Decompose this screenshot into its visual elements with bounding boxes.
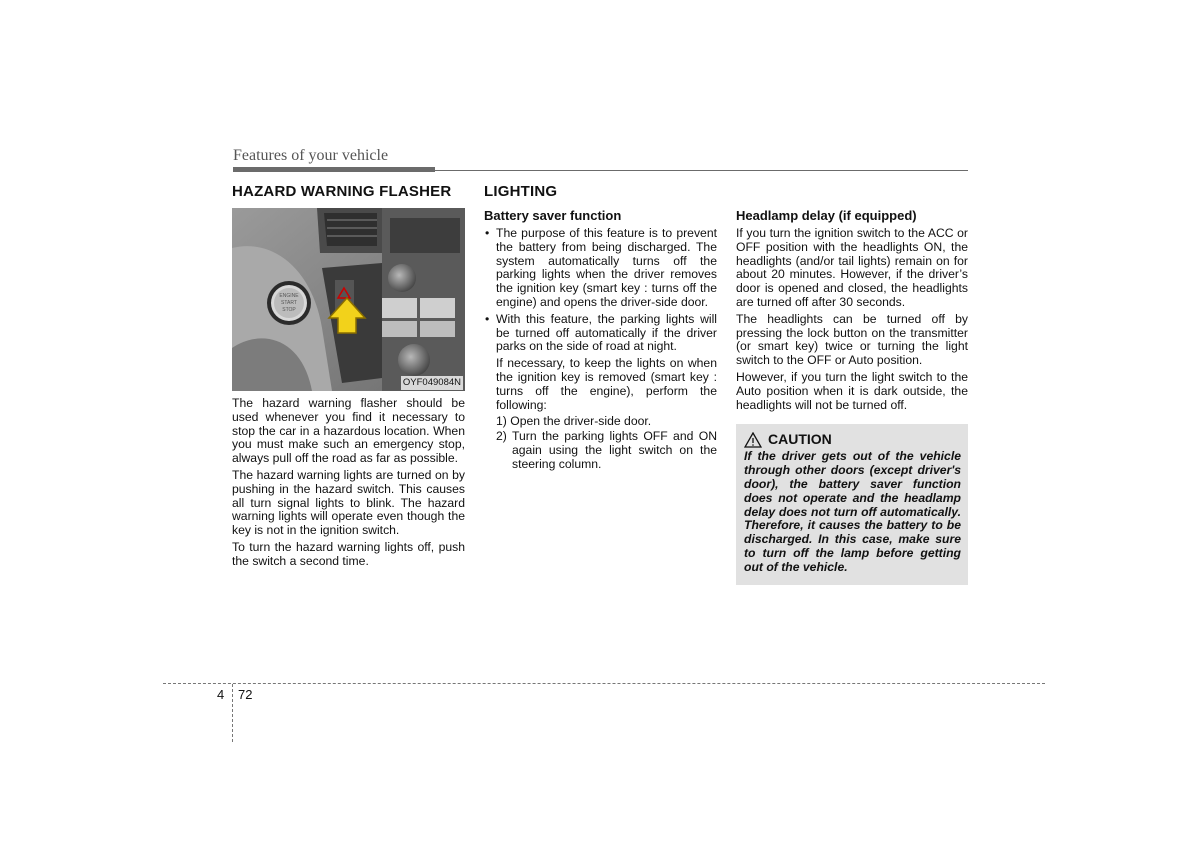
headlamp-delay-title: Headlamp delay (if equipped) [736,208,917,223]
battery-saver-title: Battery saver function [484,208,622,223]
step-text: Turn the parking lights OFF and ON again using the light switch on the steering column. [512,429,717,471]
hazard-paragraph: The hazard warning lights are turned on by pushing in the hazard switch. This causes all turn signal lights to blink. The hazard warning lights will operate even though the key is not in the ignition switch. [232,467,465,538]
step-number: 1) [496,414,507,429]
image-code: OYF049084N [402,377,461,389]
engine-button-text-3: STOP [282,307,296,313]
engine-button-text-1: ENGINE [279,293,299,299]
caution-label: CAUTION [768,431,832,448]
hazard-column [232,182,465,572]
step-item [484,430,717,471]
lighting-title: LIGHTING [484,183,558,200]
caution-text: If the driver gets out of the vehicle through other doors (except driver's door), the battery saver function does not operate and the headlamp delay does not turn off automatically. Therefore, it causes the battery to be discharged. In this case, make sure to turn off the lamp before getting out of the vehicle. [744,449,961,574]
bullet-text: The purpose of this feature is to prevent the battery from being discharged. The system automatically turns off the parking lights when the driver removes the ignition key (smart key : turns off the engine) and opens the driver-side door. [496,226,717,309]
lighting-column [484,182,717,473]
hazard-paragraph: To turn the hazard warning lights off, push the switch a second time. [232,539,465,568]
section-number: 4 [217,687,225,702]
step-text: Open the driver-side door. [510,414,652,429]
bullet-icon: • [485,226,490,240]
caution-header [744,432,961,448]
bullet-icon: • [485,311,490,326]
bullet-item [484,227,717,310]
bullet-item [484,313,717,354]
hazard-switch-photo [232,208,465,391]
page-number: 72 [238,687,253,702]
step-item [484,415,717,429]
caution-box [736,424,968,584]
warning-triangle-icon [744,432,762,448]
battery-saver-note: If necessary, to keep the lights on when the ignition key is removed (smart key : turns off the engine), perform the following: [496,356,717,412]
running-header: Features of your vehicle [233,147,389,164]
hazard-paragraph: The hazard warning flasher should be used whenever you find it necessary to stop the car in a hazardous location. When you must make such an emergency stop, always pull off the road as far as possible. [232,396,465,466]
headlamp-column [736,182,968,585]
footer-divider [232,684,233,742]
headlamp-paragraph: However, if you turn the light switch to the Auto position when it is dark outside, the headlights will not be turned off. [736,369,968,412]
header-rule [435,170,968,171]
dashboard-illustration [232,208,465,391]
hazard-title: HAZARD WARNING FLASHER [232,183,452,200]
headlamp-paragraph: The headlights can be turned off by pressing the lock button on the transmitter (or smart key) twice or turning the light switch to the OFF or Auto position. [736,311,968,368]
engine-button-text-2: START [281,300,297,306]
step-number: 2) [496,429,507,444]
header-bar [233,167,435,172]
footer-rule [163,683,1045,684]
headlamp-paragraph: If you turn the ignition switch to the ACC or OFF position with the headlights ON, the headlights (and/or tail lights) remain on for about 20 minutes. However, if the driver’s door is opened and closed, the headlights are turned off after 30 seconds. [736,226,968,309]
bullet-text: With this feature, the parking lights will be turned off automatically if the driver parks on the side of road at night. [496,311,717,354]
